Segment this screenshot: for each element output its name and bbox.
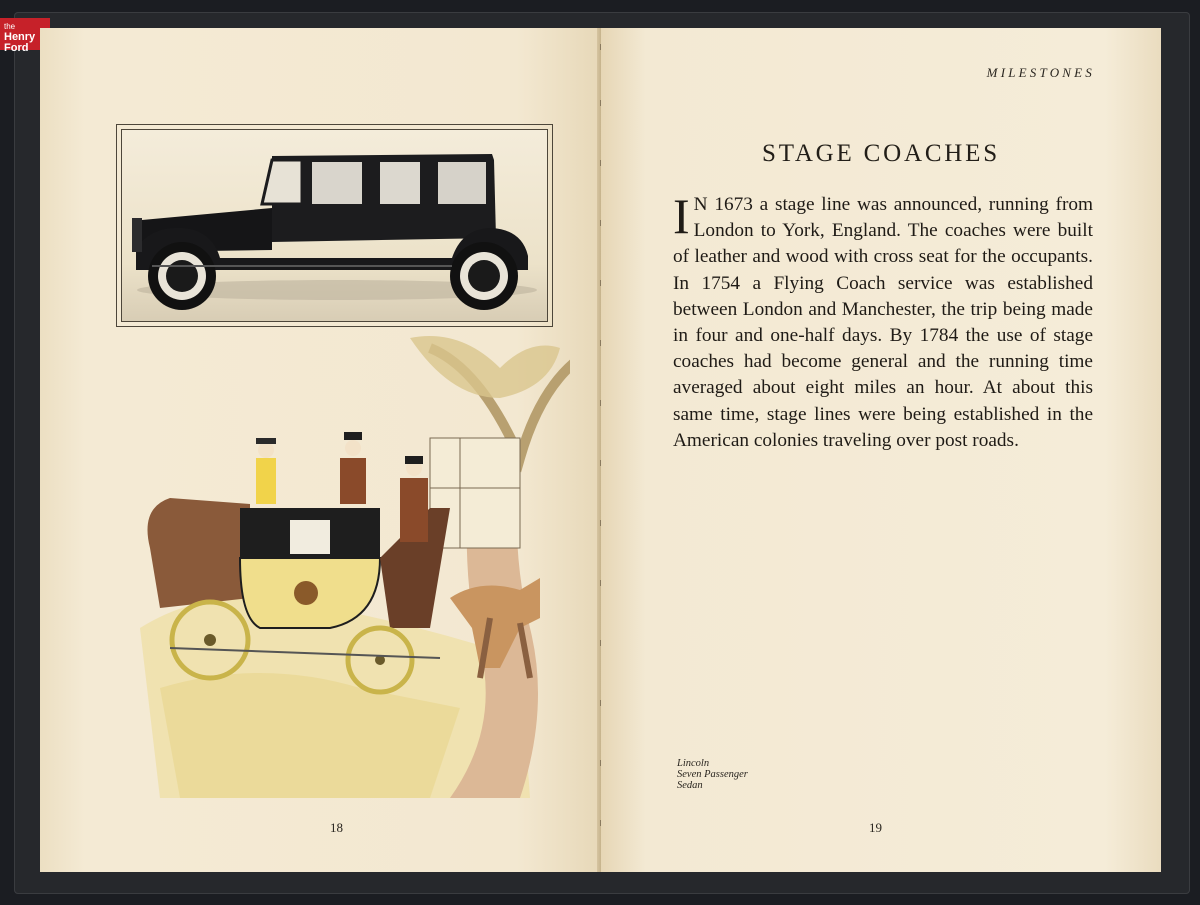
- running-head: MILESTONES: [986, 65, 1095, 80]
- left-page-number: 18: [330, 820, 343, 835]
- right-page: [601, 28, 1161, 872]
- stage-coach-illustration: [100, 328, 570, 808]
- caption-line-3: Sedan: [677, 780, 703, 791]
- logo-line-3: Ford: [4, 42, 29, 54]
- left-page: [40, 28, 601, 872]
- logo-line-1: the: [4, 22, 16, 31]
- illustration-caption: [677, 758, 748, 791]
- body-paragraph: [673, 188, 1093, 454]
- chapter-title: STAGE COACHES: [762, 140, 1000, 167]
- logo-line-2: Henry: [4, 31, 36, 43]
- caption-line-2: Seven Passenger: [677, 769, 748, 780]
- right-page-number: 19: [869, 820, 882, 835]
- automobile-illustration: [122, 130, 548, 322]
- automobile-illustration-frame: [116, 124, 553, 327]
- body-text: N 1673 a stage line was announced, running from London to York, England. The coaches were built of leather and wood with cross seat for the occupants. In 1754 a Flying Coach service was established between London and Manchester, the trip being made in four and one-half days. By 1784 the use of stage coaches had become general and the running time averaged about eight miles an hour. At about this same time, stage lines were being established in the American colonies traveling over post roads.: [673, 194, 1093, 451]
- caption-line-1: Lincoln: [677, 758, 710, 769]
- drop-cap: I: [673, 188, 690, 244]
